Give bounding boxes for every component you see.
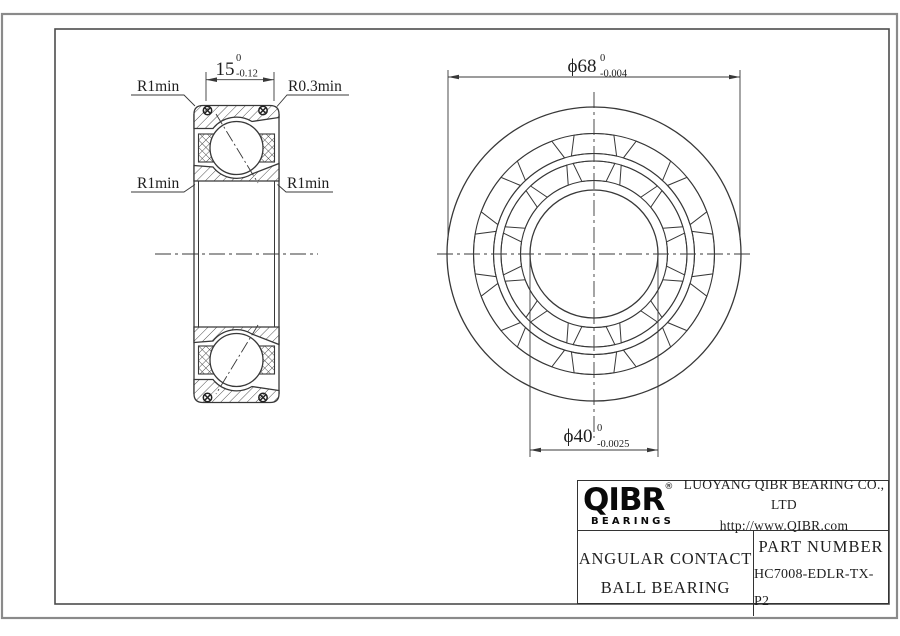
outer-dim-lower-tol: -0.004 [600, 68, 628, 80]
bore-dim-lower-tol: -0.0025 [597, 439, 630, 450]
outer-dim-upper-tol: 0 [600, 53, 606, 64]
section-view [131, 53, 349, 403]
front-view-centerlines [437, 92, 753, 438]
product-line1: ANGULAR CONTACT [578, 548, 753, 568]
width-dim-upper-tol: 0 [236, 53, 242, 64]
logo-subtext: BEARINGS [591, 515, 674, 527]
registered-trademark-symbol: ® [664, 481, 674, 492]
label-r-mid-left: R1min [137, 175, 180, 192]
company-info [680, 475, 888, 536]
front-view [437, 53, 753, 457]
part-number-value: HC7008-EDLR-TX-P2 [754, 567, 874, 609]
label-r-mid-right: R1min [287, 175, 330, 192]
product-description [578, 531, 754, 616]
title-block [577, 477, 889, 609]
arrowhead-right [263, 77, 274, 82]
product-line2: BALL BEARING [600, 578, 731, 598]
arrowhead-right [729, 75, 740, 80]
width-dim-lower-tol: -0.12 [236, 68, 258, 80]
title-block-header-row [578, 477, 888, 533]
bore-dim-value: ϕ40 [563, 426, 593, 447]
part-number-cell [754, 531, 888, 616]
outer-dim-value: ϕ68 [567, 56, 597, 77]
label-r-top-right: R0.3min [288, 78, 342, 95]
bore-dim-upper-tol: 0 [597, 423, 603, 434]
arrowhead-left [448, 75, 459, 80]
arrowhead-left [530, 448, 541, 453]
company-website: http://www.QIBR.com [719, 517, 849, 533]
label-r-top-left: R1min [137, 78, 180, 95]
width-dim-value: 15 [215, 59, 235, 80]
arrowhead-right [647, 448, 658, 453]
company-logo [578, 481, 680, 527]
title-block-detail-row [578, 531, 888, 616]
logo-wordmark: QIBR [583, 481, 665, 518]
part-number-label: PART NUMBER [758, 537, 884, 556]
company-name: LUOYANG QIBR BEARING CO., LTD [683, 477, 885, 513]
